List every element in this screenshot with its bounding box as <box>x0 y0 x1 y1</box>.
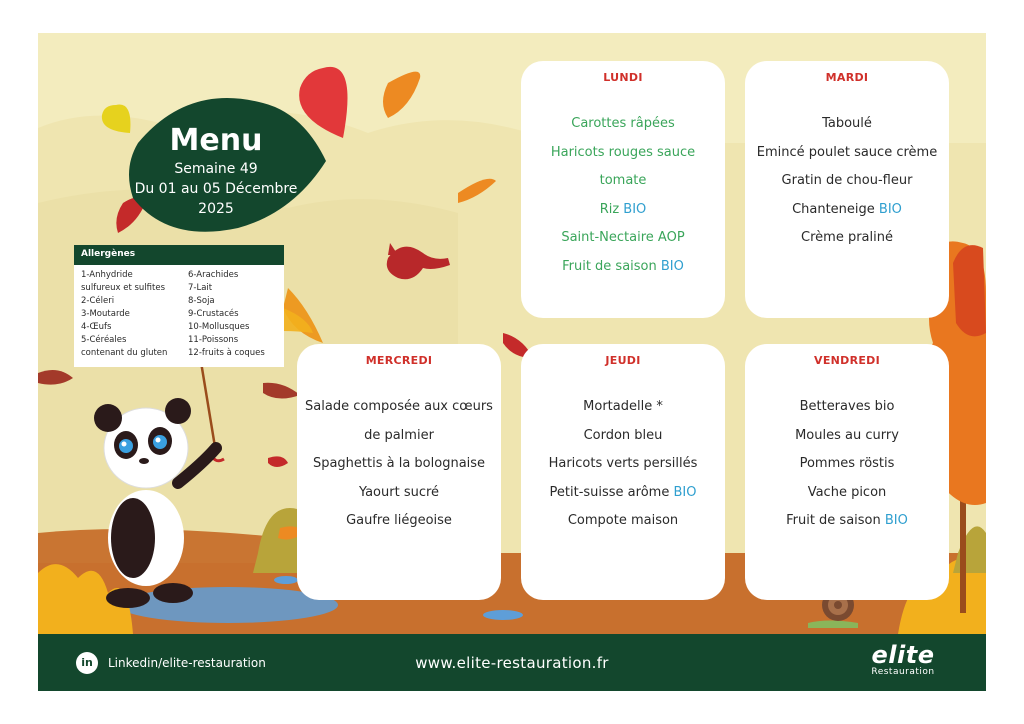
linkedin-link[interactable]: Linkedin/elite-restauration <box>108 656 266 670</box>
menu-page <box>38 33 986 691</box>
allergens-column-2 <box>188 269 265 360</box>
day-card-vendredi <box>745 344 949 600</box>
bio-label: BIO <box>884 513 908 528</box>
menu-item: tomate <box>599 173 647 188</box>
menu-title-block <box>126 123 306 219</box>
menu-item: Betteraves bio <box>799 399 895 414</box>
menu-item: Fruit de saison BIO <box>786 513 908 528</box>
footer-bar <box>38 634 986 691</box>
menu-item: Chanteneige BIO <box>792 201 902 217</box>
day-title: MARDI <box>825 71 869 84</box>
allergen-line: 1-Anhydride <box>81 270 133 280</box>
day-card-mercredi <box>297 344 501 600</box>
allergen-line: sulfureux et sulfites <box>81 283 165 293</box>
linkedin-icon[interactable]: in <box>76 652 98 674</box>
day-title: MERCREDI <box>365 354 433 367</box>
menu-item: Cordon bleu <box>583 427 663 443</box>
menu-year: 2025 <box>198 201 234 217</box>
menu-item: Emincé poulet sauce crème <box>756 144 938 160</box>
bio-label: BIO <box>673 484 697 500</box>
menu-item: Saint-Nectaire AOP <box>561 230 685 245</box>
allergen-line: 2-Céleri <box>81 296 115 306</box>
day-card-lundi <box>521 61 725 318</box>
menu-item: de palmier <box>364 427 434 443</box>
menu-item: Crème praliné <box>801 230 893 245</box>
allergen-line: contenant du gluten <box>81 348 168 358</box>
day-card-mardi <box>745 61 949 318</box>
menu-item: Carottes râpées <box>571 116 675 131</box>
menu-item: Yaourt sucré <box>358 484 440 500</box>
allergens-title: Allergènes <box>74 245 284 265</box>
bio-label: BIO <box>660 258 684 274</box>
menu-item: Fruit de saison BIO <box>562 258 684 274</box>
day-card-jeudi <box>521 344 725 600</box>
menu-item: Haricots verts persillés <box>548 456 698 471</box>
allergen-line: 8-Soja <box>188 296 215 306</box>
allergens-column-1 <box>81 269 188 360</box>
menu-item: Salade composée aux cœurs <box>305 399 493 414</box>
allergen-line: 9-Crustacés <box>188 309 239 319</box>
allergen-line: 12-fruits à coques <box>188 348 265 358</box>
bio-label: BIO <box>878 201 902 217</box>
allergens-panel <box>74 245 284 367</box>
menu-item: Pommes röstis <box>799 456 895 471</box>
menu-item: Mortadelle * <box>583 399 663 414</box>
day-title: LUNDI <box>603 71 643 84</box>
logo-subtitle: Restauration <box>871 667 935 677</box>
menu-item: Gaufre liégeoise <box>346 513 452 528</box>
bio-label: BIO <box>623 201 647 217</box>
allergen-line: 4-Œufs <box>81 322 112 332</box>
menu-dates: Du 01 au 05 Décembre <box>134 181 298 197</box>
elite-logo <box>860 638 946 688</box>
menu-item: Gratin de chou-fleur <box>781 173 913 188</box>
allergen-line: 5-Céréales <box>81 335 127 345</box>
day-title: JEUDI <box>605 354 641 367</box>
logo-brand: elite <box>871 641 935 669</box>
menu-title: Menu <box>169 123 263 158</box>
menu-item: Spaghettis à la bolognaise <box>312 456 486 471</box>
allergen-line: 10-Mollusques <box>188 322 250 332</box>
website-link[interactable]: www.elite-restauration.fr <box>415 654 609 672</box>
menu-item: Petit-suisse arôme BIO <box>549 484 697 500</box>
menu-week: Semaine 49 <box>174 161 258 177</box>
menu-item: Compote maison <box>567 513 679 528</box>
menu-item: Taboulé <box>822 116 872 131</box>
menu-item: Haricots rouges sauce <box>550 144 696 160</box>
allergen-line: 3-Moutarde <box>81 309 130 319</box>
allergen-line: 7-Lait <box>188 283 213 293</box>
menu-item: Riz BIO <box>599 201 647 217</box>
menu-item: Vache picon <box>807 484 887 500</box>
menu-item: Moules au curry <box>795 427 899 443</box>
day-title: VENDREDI <box>814 354 880 367</box>
allergen-line: 11-Poissons <box>188 335 239 345</box>
allergen-line: 6-Arachides <box>188 270 239 280</box>
